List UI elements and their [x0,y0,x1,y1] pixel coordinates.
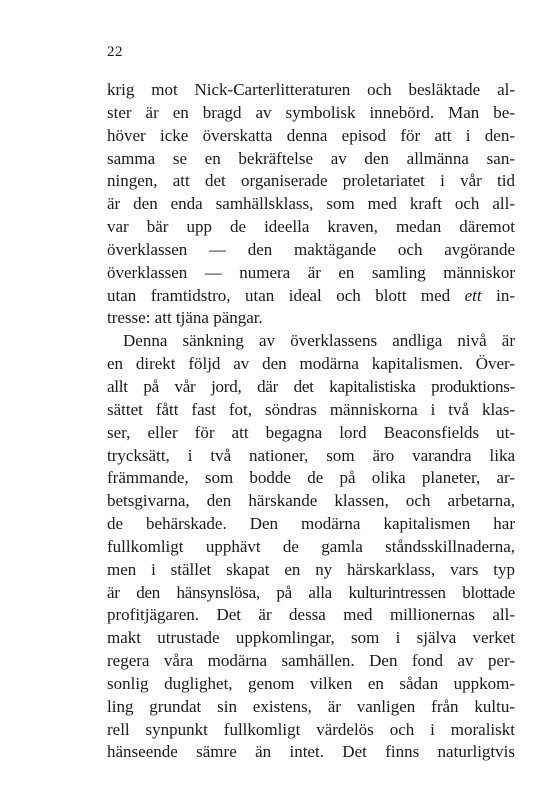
page-number: 22 [107,44,123,60]
text-line: sättet fått fast fot, söndras människorna i två klas- [107,399,515,419]
text-line: makt utrustade uppkomlingar, som i själva verket [107,628,515,648]
text-line: allt på vår jord, där det kapitalistiska produktions- [107,376,515,396]
text-line: främmande, som bodde de på olika planeter, ar- [107,468,515,488]
text-line: ser, eller för att begagna lord Beaconsfields ut- [107,422,515,442]
text-line: rell synpunkt fullkomligt värdelös och i moraliskt [107,719,515,739]
text-line: ling grundat sin existens, är vanligen från kultu- [107,696,515,716]
text-line: höver icke överskatta denna episod för att i den- [107,125,515,145]
text-line: tresse: att tjäna pängar. [107,308,263,328]
text-line: samma se en bekräftelse av den allmänna san- [107,148,515,168]
body-text [107,79,515,764]
text-line: sonlig duglighet, genom vilken en sådan uppkom- [107,673,515,693]
text-line: är den enda samhällsklass, som med kraft och all- [107,194,515,214]
text-line: ster är en bragd av symbolisk innebörd. Man be- [107,102,515,122]
emphasized-word: ett [464,285,482,305]
text-line: var bär upp de ideella kraven, medan däremot [107,217,515,237]
text-line: överklassen — den maktägande och avgörande [107,239,515,259]
text-line: regera våra modärna samhällen. Den fond av per- [107,651,515,671]
text-line: hänseende sämre än intet. Det finns naturligtvis [107,742,515,762]
text-line: betsgivarna, den härskande klassen, och arbetarna, [107,491,515,511]
text-line: de behärskade. Den modärna kapitalismen har [107,514,515,534]
text-line: krig mot Nick-Carterlitteraturen och besläktade al- [107,80,515,99]
text-line: en direkt följd av den modärna kapitalismen. Över- [107,354,515,374]
text-line: utan framtidstro, utan ideal och blott med ett in- [107,285,515,305]
text-line: ningen, att det organiserade proletariatet i vår tid [107,171,515,191]
text-line: fullkomligt upphävt de gamla ståndsskillnaderna, [107,536,515,556]
text-line: men i stället skapat en ny härskarklass, vars typ [107,559,515,579]
text-line: profitjägaren. Det är dessa med millionernas all- [107,605,515,625]
text-line: trycksätt, i två nationer, som äro varandra lika [107,445,515,465]
text-line: är den hänsynslösa, på alla kulturintressen blottade [107,582,515,602]
paragraph-first-line: Denna sänkning av överklassens andliga nivå är [123,331,515,351]
text-line: överklassen — numera är en samling människor [107,262,515,282]
